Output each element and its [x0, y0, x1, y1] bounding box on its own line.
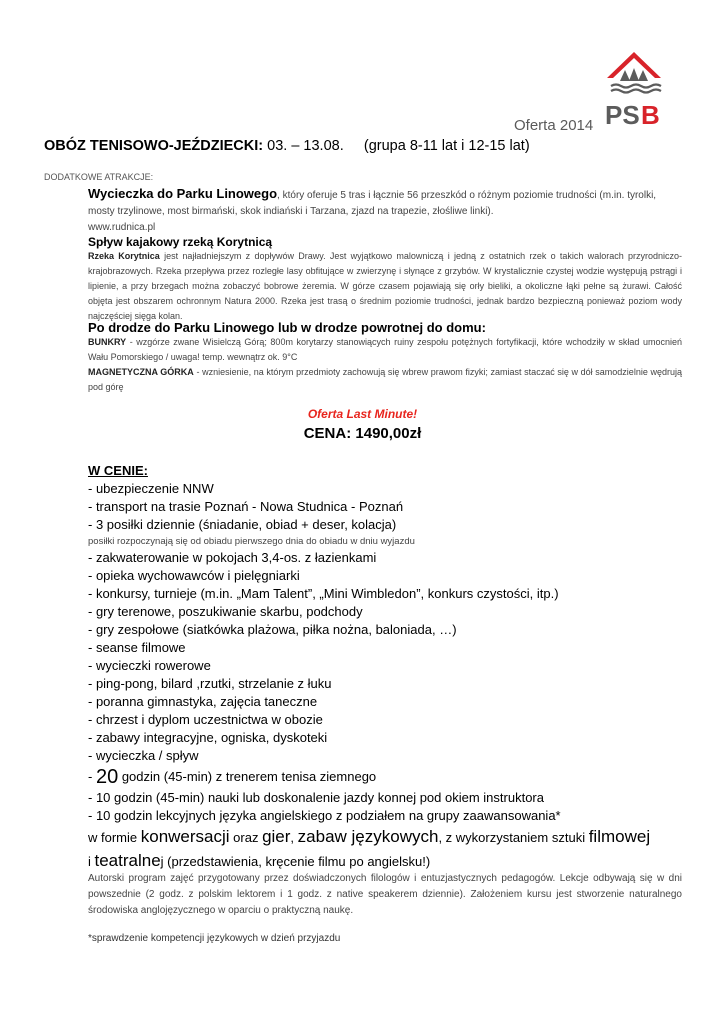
svg-text:B: B: [641, 100, 660, 128]
kayak-description: [88, 249, 682, 324]
list-item: - 3 posiłki dziennie (śniadanie, obiad + deser, kolacja): [88, 517, 397, 532]
english-form-text: i: [88, 854, 95, 869]
price: CENA: 1490,00zł: [303, 425, 422, 442]
meals-note: posiłki rozpoczynają się od obiadu pierwszego dnia do obiadu w dniu wyjazdu: [88, 536, 415, 547]
extra-attractions-label: DODATKOWE ATRAKCJE:: [44, 172, 154, 182]
list-item: - wycieczka / spływ: [88, 748, 199, 763]
camp-dates: 03. – 13.08.: [267, 138, 344, 154]
svg-text:PS: PS: [605, 100, 640, 128]
gorka-item: [88, 365, 682, 395]
kayak-lead: Rzeka Korytnica: [88, 251, 160, 261]
list-item: - wycieczki rowerowe: [88, 658, 211, 673]
road-heading: Po drodze do Parku Linowego lub w drodze powrotnej do domu:: [88, 320, 486, 335]
kayak-heading: Spływ kajakowy rzeką Korytnicą: [88, 235, 273, 249]
list-item: - opieka wychowawców i pielęgniarki: [88, 568, 300, 583]
list-item: - ping-pong, bilard ,rzutki, strzelanie z łuku: [88, 676, 332, 691]
included-list: [88, 462, 688, 873]
list-item: - transport na trasie Poznań - Nowa Studnica - Poznań: [88, 499, 404, 514]
list-item: - konkursy, turnieje (m.in. „Mam Talent”, „Mini Wimbledon”, konkurs czystości, itp.): [88, 586, 559, 601]
list-item: - 10 godzin lekcyjnych języka angielskiego z podziałem na grupy zaawansowania*: [88, 808, 561, 823]
english-form-text: zabaw językowych: [297, 827, 439, 846]
english-form-text: teatralne: [94, 851, 161, 870]
english-form-text: , z wykorzystaniem sztuki: [438, 830, 589, 845]
english-form-text: gier: [262, 827, 291, 846]
gorka-text: - wzniesienie, na którym przedmioty zachowują się wbrew prawom fizyki; zamiast staczać się w dół samodzielnie wędrują pod górę: [88, 367, 682, 392]
bunkry-text: - wzgórze zwane Wisielczą Górą; 800m korytarzy stanowiących ruiny zespołu potężnych fortyfikacji, które wchodziły w skład umocnień Wału Pomorskiego / uwaga! temp. wewnątrz ok. 9°C: [88, 337, 682, 362]
bunkry-label: BUNKRY: [88, 337, 127, 347]
camp-name: OBÓZ TENISOWO-JEŹDZIECKI:: [44, 138, 264, 154]
list-item: - gry terenowe, poszukiwanie skarbu, podchody: [88, 604, 363, 619]
park-heading: Wycieczka do Parku Linowego: [88, 186, 278, 201]
offer-year: Oferta 2014: [514, 117, 594, 134]
park-url[interactable]: www.rudnica.pl: [88, 222, 156, 233]
park-text: , który oferuje 5 tras i łącznie 56 przeszkód o różnym poziomie trudności (m.in. tyrolki, mosty trzylinowe, most birmański, skok indiański i Tarzana, zjazd na trapezie, złośliwe linki).: [88, 190, 657, 217]
list-item: - ubezpieczenie NNW: [88, 481, 214, 496]
english-form-text: oraz: [229, 830, 263, 845]
tennis-text: godzin (45-min) z trenerem tenisa ziemnego: [118, 769, 377, 784]
park-section: [88, 186, 682, 235]
tennis-dash: -: [88, 769, 96, 784]
list-item: - chrzest i dyplom uczestnictwa w obozie: [88, 712, 323, 727]
english-form-text: filmowej: [588, 827, 651, 846]
english-form-text: konwersacji: [140, 827, 230, 846]
kayak-text: jest najładniejszym z dopływów Drawy. Jest wyjątkowo malowniczą i jedną z ostatnich rzek o takich walorach przyrodniczo-krajobrazowych. Rzeka przepływa przez rozległe lasy obfitujące w zwierzynę i słynące z grzybów. W krystalicznie czystej wodzie występują pstrągi i lipienie, a przy brzegach można zobaczyć bobrowe żeremia. W górze czasem pojawiają się orły bieliki, a okoliczne łąki pełne są żurawi. Całość objęta jest obszarem ochronnym Natura 2000. Rzeka jest trasą o średnim poziomie trudności, jednak bardzo bezpieczną ponieważ poziom wody najczęściej sięga kolan.: [88, 251, 683, 321]
english-form-line: [88, 825, 688, 849]
english-form-text: j (przedstawienia, kręcenie filmu po angielsku!): [160, 854, 431, 869]
included-heading: W CENIE:: [88, 463, 148, 478]
camp-title: [44, 138, 530, 154]
list-item: - gry zespołowe (siatkówka plażowa, piłka nożna, baloniada, …): [88, 622, 457, 637]
list-item: - 10 godzin (45-min) nauki lub doskonalenie jazdy konnej pod okiem instruktora: [88, 790, 544, 805]
last-minute-offer: Oferta Last Minute!: [307, 407, 418, 421]
program-description: Autorski program zajęć przygotowany przez doświadczonych filologów i entuzjastycznych pedagogów. Lekcje odbywają się w dni powszednie (2 godz. z polskim lektorem i 1 godz. z native speakerem dziennie). Założeniem kursu jest stworzenie naturalnego środowiska anglojęzycznego w oparciu o praktyczną naukę.: [88, 873, 682, 916]
kayak-section: [88, 235, 682, 324]
psb-logo: [603, 48, 665, 128]
tennis-item: [88, 765, 688, 789]
road-section: [88, 320, 682, 395]
list-item: - zakwaterowanie w pokojach 3,4-os. z łazienkami: [88, 550, 377, 565]
tennis-hours: 20: [95, 766, 119, 788]
english-form-text: ,: [290, 830, 298, 845]
camp-groups: (grupa 8-11 lat i 12-15 lat): [363, 138, 530, 154]
list-item: - seanse filmowe: [88, 640, 186, 655]
list-item: - zabawy integracyjne, ogniska, dyskoteki: [88, 730, 328, 745]
bunkry-item: [88, 335, 682, 365]
english-form-line-2: [88, 849, 688, 873]
list-item: - poranna gimnastyka, zajęcia taneczne: [88, 694, 318, 709]
english-form-text: w formie: [88, 830, 141, 845]
footnote: *sprawdzenie kompetencji językowych w dzień przyjazdu: [88, 933, 341, 944]
gorka-label: MAGNETYCZNA GÓRKA: [88, 367, 194, 377]
